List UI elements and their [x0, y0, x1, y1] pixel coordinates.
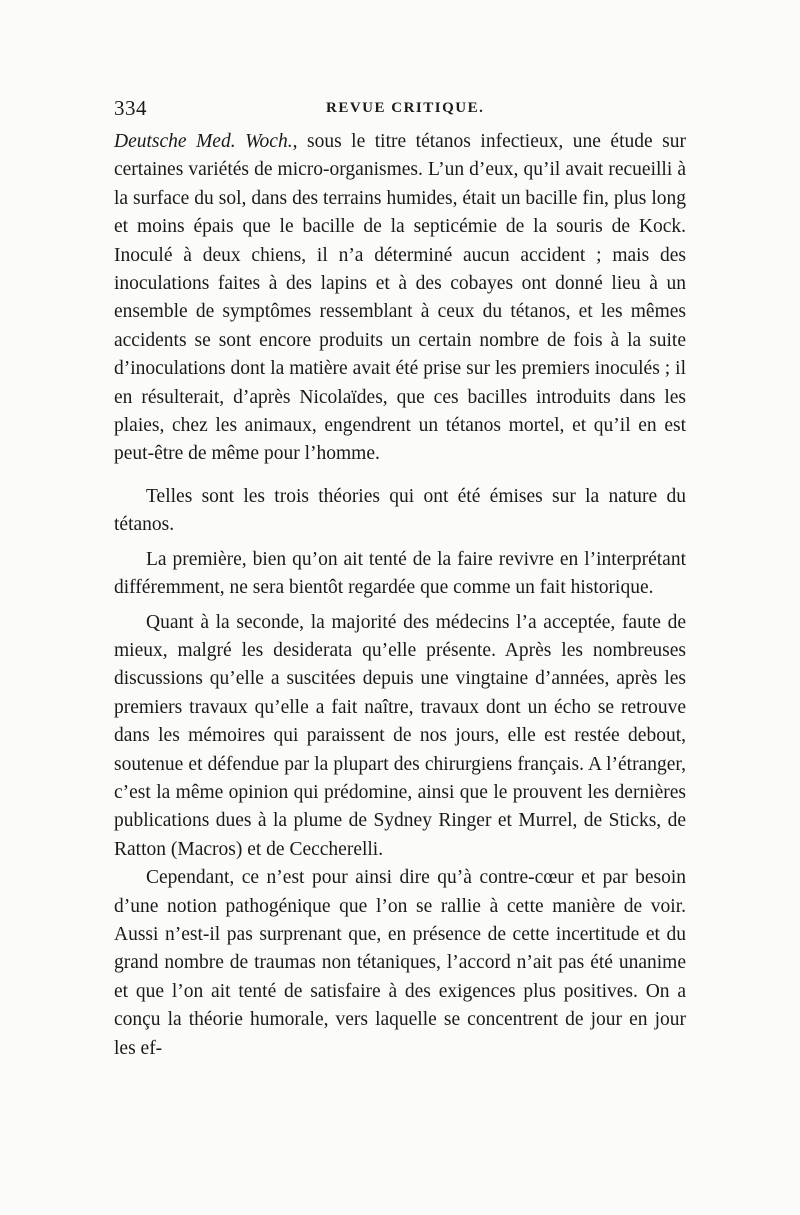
page-header: [114, 96, 686, 126]
paragraph-4: Quant à la seconde, la majorité des médecins l’a acceptée, faute de mieux, malgré les desiderata qu’elle présente. Après les nombreuses discussions qu’elle a suscitées depuis une vingtaine d’années, après les premiers travaux qu’elle a fait naître, travaux dont un écho se retrouve dans les mémoires qui paraissent de nos jours, elle est restée debout, soutenue et défendue par la plupart des chirurgiens français. A l’étranger, c’est la même opinion qui prédomine, ainsi que le prouvent les dernières publications dues à la plume de Sydney Ringer et Murrel, de Sticks, de Ratton (Macros) et de Ceccherelli.: [114, 611, 686, 860]
journal-citation: Deutsche Med. Woch.: [114, 131, 293, 152]
paragraph-1: [114, 128, 686, 469]
paragraph-5: Cependant, ce n’est pour ainsi dire qu’à contre-cœur et par besoin d’une notion pathogénique que l’on se rallie à cette manière de voir. Aussi n’est-il pas surprenant que, en présence de cette incertitude et du grand nombre de traumas non tétaniques, l’accord n’ait pas été unanime et que l’on ait tenté de satisfaire à des exigences plus positives. On a conçu la théorie humorale, vers laquelle se concentrent de jour en jour les ef-: [114, 867, 686, 1059]
page-number: 334: [114, 96, 147, 120]
paragraph-2: Telles sont les trois théories qui ont été émises sur la nature du tétanos.: [114, 485, 686, 536]
running-title: REVUE CRITIQUE.: [326, 100, 485, 116]
body-text: [114, 128, 686, 1063]
paragraph-1-text: , sous le titre tétanos infectieux, une étude sur certaines variétés de micro-organismes. L’un d’eux, qu’il avait recueilli à la surface du sol, dans des terrains humides, était un bacille fin, plus long et moins épais que le bacille de la septicémie de la souris de Kock. Inoculé à deux chiens, il n’a déterminé aucun accident ; mais des inoculations faites à des lapins et à des cobayes ont donné lieu à un ensemble de symptômes ressemblant à ceux du tétanos, et les mêmes accidents se sont encore produits un certain nombre de fois à la suite d’inoculations dont la matière avait été prise sur les premiers inoculés ; il en résulterait, d’après Nicolaïdes, que ces bacilles introduits dans les plaies, chez les animaux, engendrent un tétanos mortel, et qu’il en est peut-être de même pour l’homme.: [114, 131, 686, 465]
paragraph-3: La première, bien qu’on ait tenté de la faire revivre en l’interprétant différemment, ne sera bientôt regardée que comme un fait historique.: [114, 548, 686, 599]
